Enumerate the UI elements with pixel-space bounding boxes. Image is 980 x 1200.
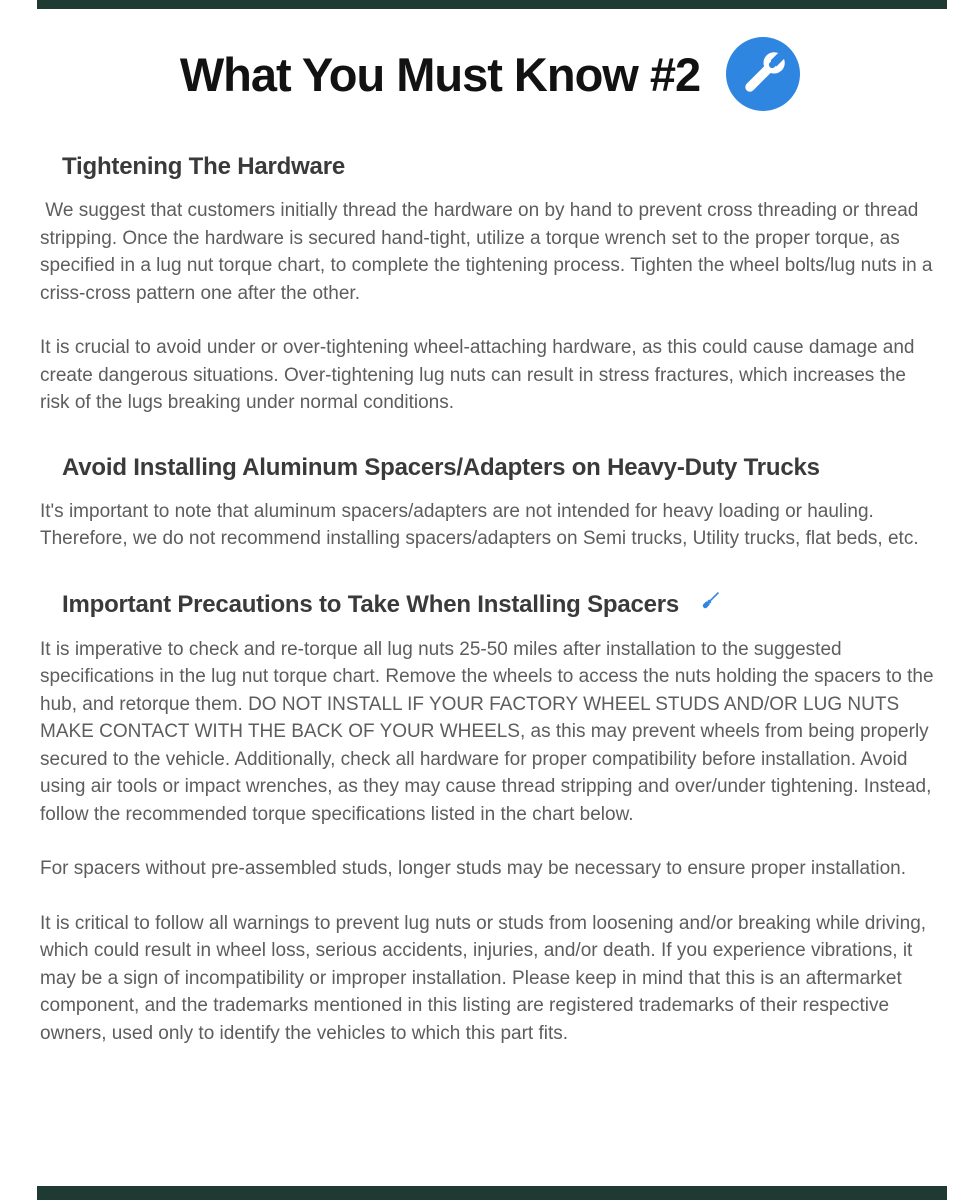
wrench-icon (726, 37, 800, 111)
bottom-edge-bar (37, 1186, 947, 1200)
section-heading-text: Important Precautions to Take When Installing Spacers (62, 590, 680, 618)
paragraph: It's important to note that aluminum spacers/adapters are not intended for heavy loading or hauling. Therefore, we do not recommend installing spacers/adapters on Semi trucks, Utility trucks, flat beds, etc. (40, 500, 919, 549)
content (0, 152, 980, 1047)
section-heading-tightening (62, 152, 940, 182)
section-heading-precautions (62, 589, 940, 621)
section-heading-text: Tightening The Hardware (62, 153, 345, 180)
section-tightening-hardware (40, 152, 940, 417)
page-header (0, 34, 980, 114)
screwdriver-icon (699, 587, 723, 621)
section-heading-text: Avoid Installing Aluminum Spacers/Adapters on Heavy-Duty Trucks (62, 453, 820, 481)
paragraph: It is critical to follow all warnings to prevent lug nuts or studs from loosening and/or breaking while driving, which could result in wheel loss, serious accidents, injuries, and/or death. If you experience vibrations, it may be a sign of incompatibility or improper installation. Please keep in mind that this is an aftermarket component, and the trademarks mentioned in this listing are registered trademarks of their respective owners, used only to identify the vehicles to which this part fits. (40, 912, 932, 1044)
section-heading-aluminum (62, 453, 940, 483)
section-aluminum-spacers (40, 453, 940, 553)
paragraph: It is imperative to check and re-torque all lug nuts 25-50 miles after installation to the suggested specifications in the lug nut torque chart. Remove the wheels to access the nuts holding the spacers to the hub, and retorque them. DO NOT INSTALL IF YOUR FACTORY WHEEL STUDS AND/OR LUG NUTS MAKE CONTACT WITH THE BACK OF YOUR WHEELS, as this may prevent wheels from being properly secured to the vehicle. Additionally, check all hardware for proper compatibility before installation. Avoid using air tools or impact wrenches, as they may cause thread stripping and over/under tightening. Instead, follow the recommended torque specifications listed in the chart below. (40, 638, 939, 825)
top-edge-bar (37, 0, 947, 9)
section-precautions (40, 589, 940, 1048)
paragraph: For spacers without pre-assembled studs, longer studs may be necessary to ensure proper installation. (40, 858, 906, 879)
paragraph: It is crucial to avoid under or over-tightening wheel-attaching hardware, as this could cause damage and create dangerous situations. Over-tightening lug nuts can result in stress fractures, which increases the risk of the lugs breaking under normal conditions. (40, 337, 920, 413)
page-title: What You Must Know #2 (179, 47, 701, 101)
paragraph: We suggest that customers initially thread the hardware on by hand to prevent cross threading or thread stripping. Once the hardware is secured hand-tight, utilize a torque wrench set to the proper torque, as specified in a lug nut torque chart, to complete the tightening process. Tighten the wheel bolts/lug nuts in a criss-cross pattern one after the other. (40, 200, 938, 304)
